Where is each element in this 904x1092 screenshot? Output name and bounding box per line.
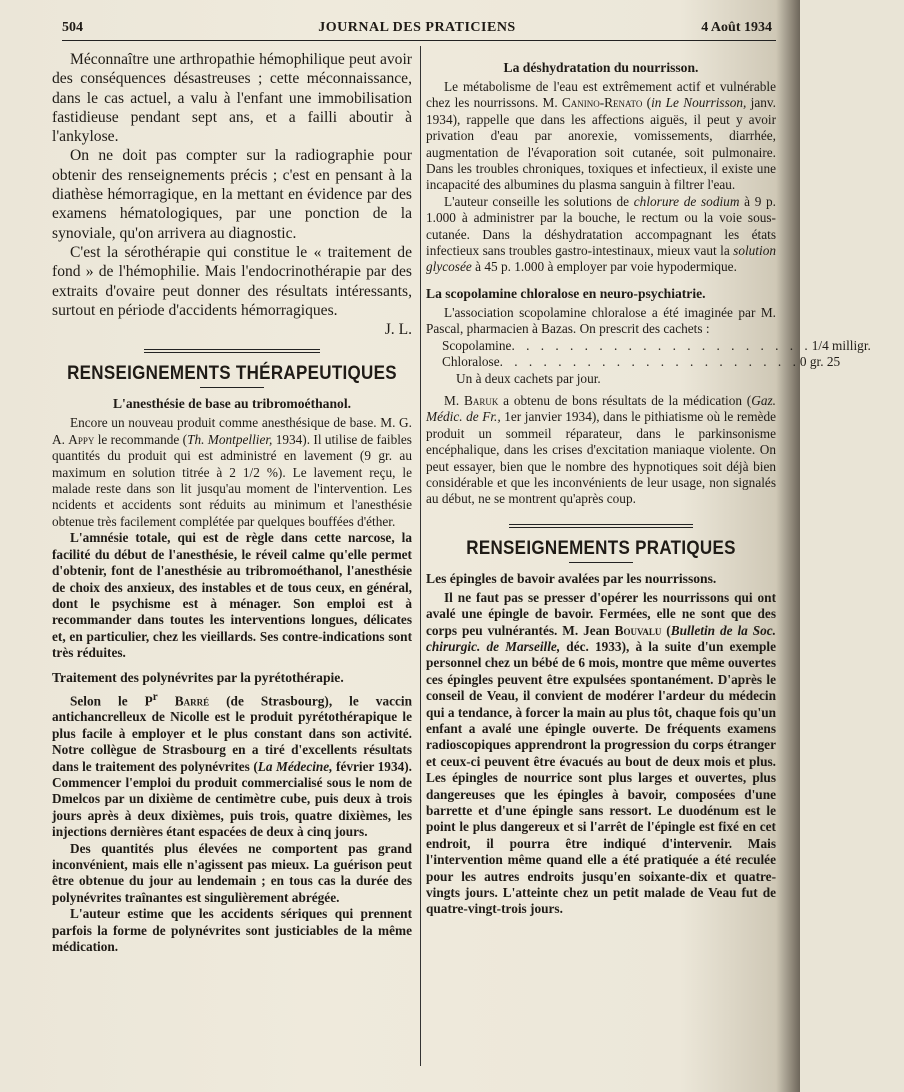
author-name-baruk: Baruk: [463, 392, 499, 408]
article-scopolamine-paragraph-2: [426, 393, 776, 508]
left-column: [52, 50, 412, 1080]
reference-le-nourrisson: in Le Nourrisson,: [651, 95, 747, 111]
article-polynevrites-paragraph-2: Des quantités plus élevées ne comportent pas grand inconvénient, mais elle n'agissent pas mieux. La guérison peut être obtenue du jour au lendemain ; en tous cas la durée des polynévrites traînantes est singulièrement abrégée.: [52, 840, 412, 905]
article-polynevrites-text-b: (de Strasbourg), le vaccin antichancrelleux de Nicolle est le produit pyrétothérapique le plus facile à employer et le plus constant dans son activité. Notre collègue de Strasbourg en a tiré d'excellents résultats dans le traitement des polynévrites (: [52, 692, 412, 774]
article-deshydratation-text-e: à 9 p. 1.000 à administrer par la bouche, le rectum ou la voie sous-cutanée. Dans la déshydratation accompagnant les états infectieux sans troubles gastro-intestinaux, mieux vaut la: [426, 193, 777, 259]
reference-gaz-medic: Gaz. Médic. de Fr.,: [426, 392, 776, 425]
article-scopolamine-text-c: 1er janvier 1934), dans le pithiatisme où le remède produit un sommeil réparateur, dans le parkinsonisme encéphalique, dans les crises d'excitation maniaque violente. On peut essayer, bien que le nombre des hypnotiques soit déjà bien considérable et que les inconvénients de leur usage, non signalés au début, ne se montrent qu'après coup.: [426, 409, 776, 507]
article-deshydratation-text-c: janv. 1934), rappelle que dans les affections aiguës, il peut y avoir privation d'eau par anorexie, vomissements, diarrhée, augmentation de l'évaporation soit cutanée, soit pulmonaire. Dans les troubles chroniques, toxiques et infectieux, il existe une incapacité des albumines du plasma sanguin à filtrer l'eau.: [426, 95, 776, 193]
journal-title: JOURNAL DES PRATICIENS: [318, 20, 516, 35]
right-column: [426, 50, 871, 1080]
article-epingles-text-c: déc. 1933), à la suite d'un exemple personnel chez un bébé de 6 mois, montre que même ouvertes ces épingles peuvent être expulsées spontanément. D'après le conseil de Veau, il convient de modérer l'ardeur du médecin qui a tendance, à forcer la main au plus tôt, chaque fois qu'un enfant a avalé une épingle ouverte. De fréquents examens radioscopiques apprendront la progression du corps étranger et ceux-ci peuvent être évacués au bout de deux mois et plus. Les épingles de nourrice sont plus larges et ouvertes, plus dangereuses que les épingles à bavoir, composées d'une barrette et d'une épingle sans ressort. Le duodénum est le point le plus dangereux et si l'arrêt de l'épingle est fixé en cet endroit, il pourra être indiqué d'intervenir. Mais l'intervention même quand elle a été pratiquée a été reculée pour les autres endroits jusqu'en soixante-dix et quatre-vingts jours. L'atteinte chez un petit malade de Veau fut de quatre-vingt-trois jours.: [426, 638, 776, 917]
author-name-appy: Appy: [68, 431, 95, 447]
column-divider: [420, 46, 421, 1066]
author-name-bouvalu: Bouvalu: [614, 622, 662, 638]
article-polynevrites-text-c: février 1934). Commencer l'emploi du produit commercialisé sous le nom de Dmelcos par un dixième de centimètre cube, puis deux à trois jours après à deux dixièmes, puis trois, quatre dixièmes, les injections dernières étant espacées de deux à cinq jours.: [52, 758, 412, 840]
article-anesthesie-text-c: 1934). Il utilise de faibles quantités du produit qui est administré en lavement (9 gr. au maximum en solution titrée à 2 1/2 %). Le lavement reçu, le malade reste dans son lit jusqu'au moment de l'intervention. Les ncidents et accidents sont réduits au minimum et l'anesthésie obtenue très facilement complétée par quelques bouffées d'éther.: [52, 431, 412, 529]
article-anesthesie-paragraph-2: L'amnésie totale, qui est de règle dans cette narcose, la facilité du début de l'anesthésie, le réveil calme qu'elle permet d'obtenir, font de l'anesthésie au tribromoéthanol, l'anesthésie de choix des anxieux, des instables et de tous ceux, en général, dont le psychisme est à ménager. Son emploi est à recommander dans toutes les interventions longues, délicates et, en particulier, chez les vieillards. Ses contre-indications sont très réduites.: [52, 530, 412, 661]
article-polynevrites-text-a: Selon le P: [70, 692, 153, 708]
section-underline: [569, 562, 633, 563]
term-chlorure-de-sodium: chlorure de sodium: [633, 193, 740, 209]
term-solution-glycosee: solution glycosée: [426, 243, 776, 275]
article-epingles-text-a: Il ne faut pas se presser d'opérer les nourrissons qui ont avalé une épingle de bavoir. Fermées, elle ne sont que des corps peu vulnérantés. M. Jean: [426, 589, 776, 638]
prescription-row: [442, 337, 871, 354]
page-header: [62, 14, 772, 36]
intro-paragraph-1: Méconnaître une arthropathie hémophilique peut avoir des conséquences désastreuses ; cette méconnaissance, dans le cas actuel, a valu à l'enfant une immobilisation fastidieuse pendant sept ans, et a failli aboutir à l'ankylose.: [52, 51, 412, 146]
article-anesthesie-text-a: Encore un nouveau produit comme anesthésique de base. M. G. A.: [52, 415, 412, 447]
issue-date: 4 Août 1934: [701, 20, 772, 35]
section-rule: [144, 349, 320, 353]
article-polynevrites-paragraph-1: [52, 689, 412, 841]
prescription-row: [442, 354, 841, 370]
author-name-canino-renato: Canino-Renato: [561, 95, 643, 111]
article-deshydratation-text-a: Le métabolisme de l'eau est extrêmement actif et vulnérable chez les nourrissons. M.: [426, 79, 776, 111]
prescription-name: Scopolamine: [442, 337, 512, 353]
prescription-leader: . . . . . . . . . . . . . . . . . . . . .: [499, 354, 800, 370]
article-deshydratation-text-b: (: [642, 95, 652, 111]
prescription-dose: 1/4 milligr.: [811, 337, 871, 353]
page-number: 504: [62, 20, 83, 35]
prescription-name: Chloralose: [442, 354, 500, 370]
author-signature: J. L.: [384, 321, 412, 339]
article-scopolamine-paragraph-1: L'association scopolamine chloralose a été imaginée par M. Pascal, pharmacien à Bazas. On prescrit des cachets :: [426, 304, 776, 337]
author-name-barre: Barré: [157, 692, 210, 708]
reference-th-montpellier: Th. Montpellier,: [187, 431, 273, 447]
article-deshydratation-text-d: L'auteur conseille les solutions de: [444, 193, 634, 209]
reference-bulletin-marseille: Bulletin de la Soc. chirurgic. de Marseille,: [426, 622, 776, 654]
article-anesthesie-paragraph-1: [52, 415, 412, 530]
prescription-dose: 0 gr. 25: [799, 354, 841, 370]
article-anesthesie-text-b: le recommande (: [94, 431, 188, 447]
article-title-anesthesie: L'anesthésie de base au tribromoéthanol.: [112, 396, 352, 412]
article-title-epingles: Les épingles de bavoir avalées par les nourrissons.: [426, 570, 717, 586]
article-polynevrites-superscript: r: [152, 690, 158, 703]
article-polynevrites-paragraph-3: L'auteur estime que les accidents sériques qui prennent parfois la forme de polynévrites sont justiciables de la même médication.: [52, 906, 412, 955]
article-scopolamine-text-b: a obtenu de bons résultats de la médication (: [498, 392, 752, 408]
article-epingles-text-b: (: [661, 622, 671, 638]
section-rule: [509, 524, 693, 528]
article-title-scopolamine: La scopolamine chloralose en neuro-psychiatrie.: [426, 285, 706, 301]
article-scopolamine-text-a: M.: [444, 392, 464, 408]
prescription-note: Un à deux cachets par jour.: [456, 370, 601, 386]
intro-paragraph-3-text: C'est la sérothérapie qui constitue le « traitement de fond » de l'hémophilie. Mais l'endocrinothérapie par des extraits d'ovaire peut donner des résultats intéressants, surtout en période d'accidents hémorragiques.: [52, 243, 412, 319]
header-rule: [62, 40, 776, 41]
section-title-therapeutiques: RENSEIGNEMENTS THÉRAPEUTIQUES: [67, 361, 397, 384]
section-title-pratiques: RENSEIGNEMENTS PRATIQUES: [466, 536, 736, 559]
article-deshydratation-paragraph-1: [426, 79, 776, 194]
prescription-leader: . . . . . . . . . . . . . . . . . . . . .: [511, 337, 812, 353]
intro-paragraph-2: On ne doit pas compter sur la radiographie pour obtenir des renseignements précis ; c'est en pensant à la diathèse hémorragique, en la mettant en évidence par des examens hématologiques, par une ponction de la synoviale, qu'on arrivera au diagnostic.: [52, 147, 412, 242]
article-deshydratation-paragraph-2: [426, 194, 776, 276]
reference-la-medecine: La Médecine,: [257, 758, 333, 774]
article-title-polynevrites: Traitement des polynévrites par la pyrétothérapie.: [52, 669, 344, 685]
article-epingles-paragraph-1: [426, 590, 776, 918]
intro-paragraph-3: [52, 243, 412, 339]
section-underline: [200, 387, 264, 388]
article-deshydratation-text-f: à 45 p. 1.000 à employer par voie hypodermique.: [471, 259, 737, 275]
article-title-deshydratation: La déshydratation du nourrisson.: [503, 60, 699, 75]
